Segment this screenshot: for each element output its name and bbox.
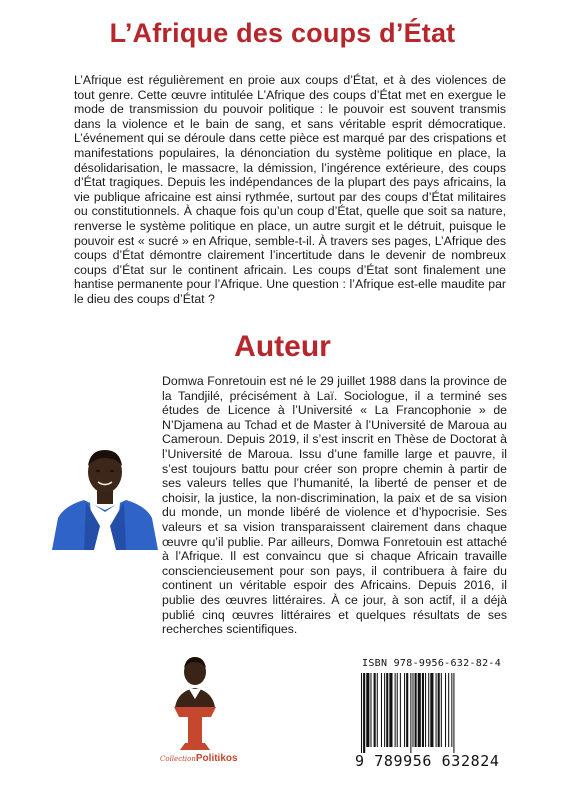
barcode-bar	[366, 673, 369, 747]
barcode-bar	[361, 673, 362, 753]
barcode-bar	[377, 673, 378, 747]
barcode-bar	[397, 673, 398, 747]
author-bio: Domwa Fonretouin est né le 29 juillet 1988 dans la province de la Tandjilé, précisément à Laï. Sociologue, il a terminé ses études de Licence à l’Université « La Francophonie » de N’Djamena au Tchad et de Master à l’Université de Maroua au Cameroun. Depuis 2019, il s’est inscrit en Thèse de Doctorat à l’Université de Maroua. Issu d’une famille large et pauvre, il s’est toujours battu pour créer son propre chemin à partir de ses valeurs telles que l’humanité, la liberté de penser et de choisir, la justice, la non-discrimination, la paix et de sa vision du monde, un monde libéré de violence et d’hypocrisie. Ses valeurs et sa vision transparaissent clairement dans chaque œuvre qu’il publie. Par ailleurs, Domwa Fonretouin est attaché à l’Afrique. Il est convaincu que si chaque Africain travaille consciencieusement pour son pays, il contribuera à faire du continent un véritable espoir des Africains. Depuis 2016, il publie des œuvres littéraires. À ce jour, à son actif, il a déjà publié cinq œuvres littéraires et quelques résultats de ses recherches scientifiques.	[162, 374, 507, 637]
barcode-bar	[448, 673, 449, 747]
author-heading: Auteur	[234, 330, 331, 363]
barcode-bar	[453, 673, 454, 753]
politikos-logo-icon	[160, 655, 230, 765]
barcode-bar	[425, 673, 426, 747]
barcode-bar	[374, 673, 376, 747]
isbn-label: ISBN 978-9956-632-82-4	[362, 658, 502, 669]
barcode-bar	[436, 673, 437, 747]
barcode-bar	[441, 673, 442, 747]
publisher-name: Politikos	[195, 753, 238, 764]
barcode-bar	[430, 673, 433, 747]
barcode-bar	[400, 673, 401, 747]
publisher-collection-script: Collection	[160, 755, 196, 763]
barcode-number: 9 789956 632824	[355, 752, 500, 770]
barcode-bar	[384, 673, 385, 747]
barcode-bar	[389, 673, 392, 747]
barcode-bar	[428, 673, 429, 747]
barcode-bar	[415, 673, 417, 747]
barcode-bar	[406, 673, 408, 747]
barcode-bar	[381, 673, 382, 747]
book-title: L’Afrique des coups d’État	[109, 18, 456, 48]
barcode-bar	[445, 673, 446, 747]
barcode-bar	[410, 673, 411, 753]
barcode	[355, 673, 507, 755]
barcode-bar	[363, 673, 365, 753]
barcode-bar	[395, 673, 396, 747]
barcode-bar	[386, 673, 388, 747]
book-summary: L’Afrique est régulièrement en proie aux coups d’État, et à des violences de tout genre. Cette œuvre intitulée L’Afrique des coups d’État met en exergue le mode de transmission du pouvoir politique : le pouvoir est souvent transmis dans la violence et le bain de sang, et sans véritable esprit démocratique. L’événement qui se déroule dans cette pièce est marqué par des crispations et manifestations populaires, la dénonciation du système politique en place, la désolidarisation, le massacre, la démission, l’ingérence extérieure, des coups d’État tragiques. Depuis les indépendances de la plupart des pays africains, la vie publique africaine est ainsi rythmée, surtout par des coups d’État militaires ou constitutionnels. À chaque fois qu’un coup d’État, quelle que soit sa nature, renverse le système politique en place, un autre surgit et le détruit, puisque le pouvoir est « sucré » en Afrique, semble-t-il. À travers ses pages, L’Afrique des coups d’État démontre clairement l’incertitude dans le devenir de nombreux coups d’État sur le continent africain. Les coups d’État sont finalement une hantise permanente pour l’Afrique. Une question : l’Afrique est-elle maudite par le dieu des coups d’État ?	[74, 73, 506, 306]
barcode-bar	[404, 673, 405, 747]
publisher-logo-text	[160, 753, 240, 764]
author-photo	[50, 440, 160, 550]
barcode-bar	[370, 673, 371, 747]
barcode-bar	[412, 673, 413, 747]
barcode-bar	[438, 673, 440, 747]
barcode-bar	[422, 673, 424, 747]
barcode-bar	[451, 673, 452, 747]
barcode-bar	[418, 673, 421, 747]
